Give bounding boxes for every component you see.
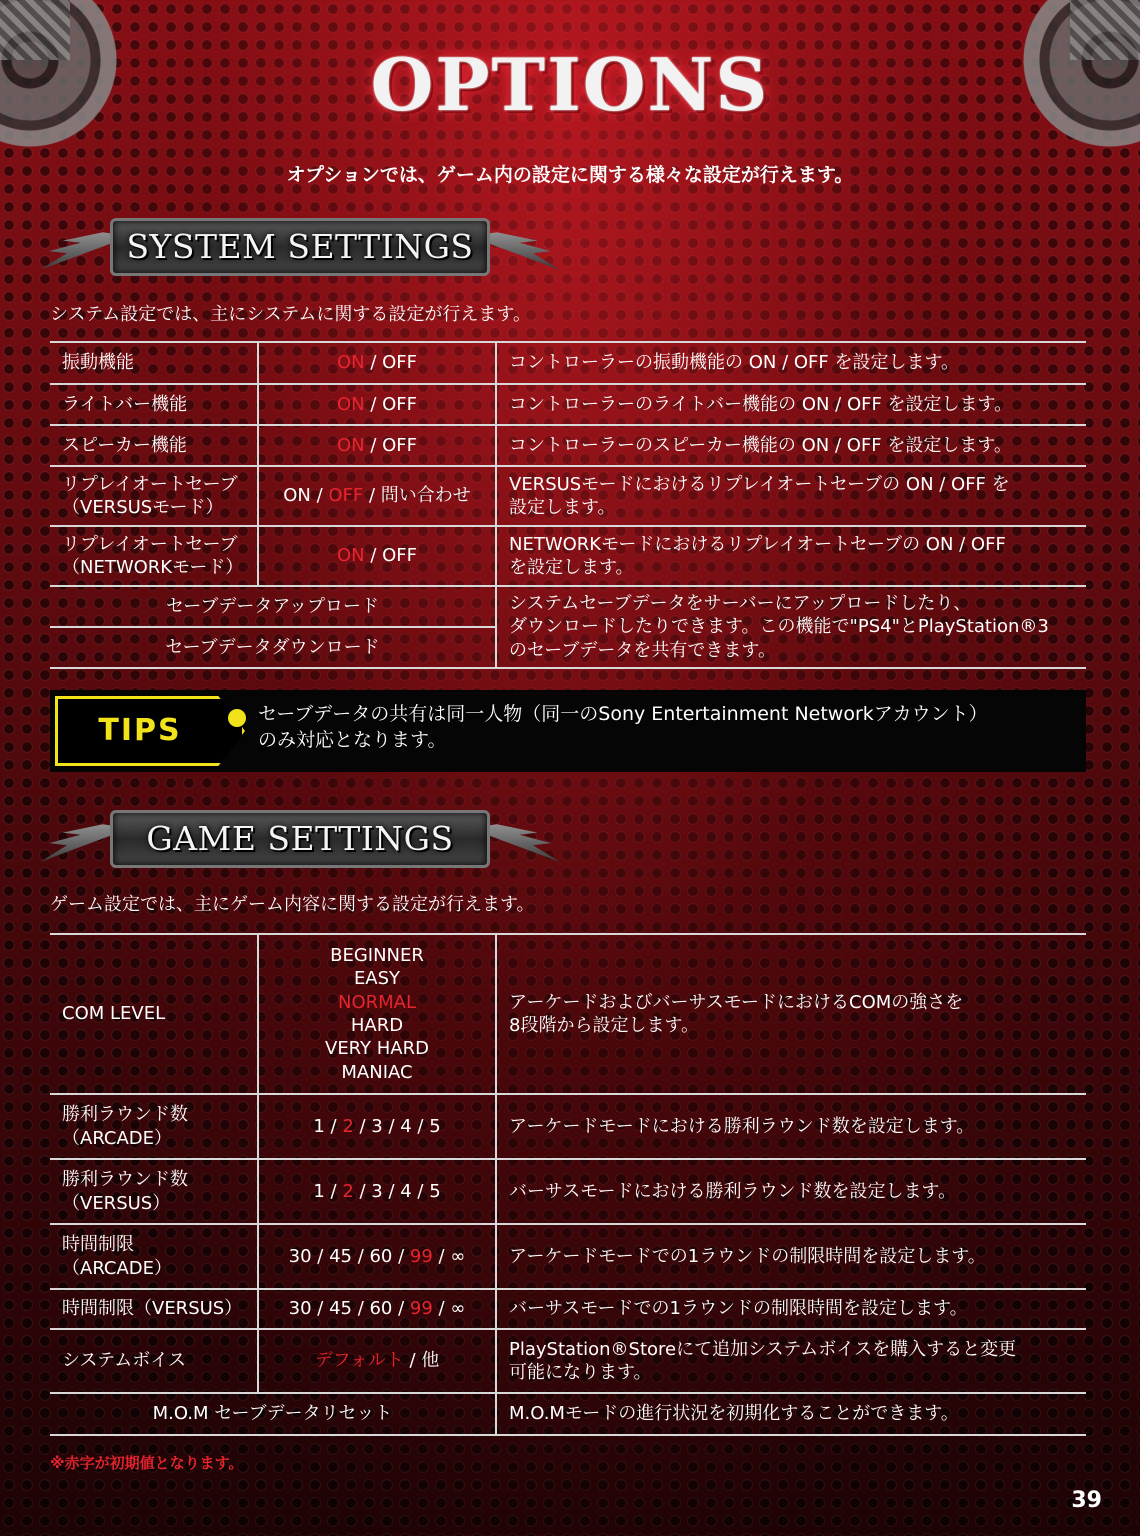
tips-label: TIPS <box>98 713 182 748</box>
tips-box <box>50 690 1086 772</box>
mom-reset-description: M.O.Mモードの進行状況を初期化することができます。 <box>496 1393 1086 1435</box>
setting-description: PlayStation®Storeにて追加システムボイスを購入すると変更 可能になります。 <box>496 1329 1086 1393</box>
table-row <box>50 1289 1086 1329</box>
option-value: BEGINNER <box>330 944 424 966</box>
setting-name: リプレイオートセーブ （VERSUSモード） <box>50 466 258 526</box>
intro-text: オプションでは、ゲーム内の設定に関する様々な設定が行えます。 <box>286 164 854 186</box>
option-value: / OFF <box>364 434 418 456</box>
table-row <box>50 934 1086 1094</box>
setting-values <box>258 425 496 466</box>
default-value: 2 <box>342 1180 354 1202</box>
table-row <box>50 526 1086 586</box>
option-value: / OFF <box>364 393 418 415</box>
setting-name: 時間制限 （ARCADE） <box>50 1224 258 1289</box>
table-row <box>50 1224 1086 1289</box>
setting-name: 時間制限（VERSUS） <box>50 1289 258 1329</box>
system-settings-heading: SYSTEM SETTINGS <box>126 227 474 266</box>
setting-description: NETWORKモードにおけるリプレイオートセーブの ON / OFF を設定します。 <box>496 526 1086 586</box>
page-title: OPTIONS <box>370 42 770 127</box>
save-data-sync-description: システムセーブデータをサーバーにアップロードしたり、 ダウンロードしたりできます。この機能で"PS4"とPlayStation®3 のセーブデータを共有できます。 <box>496 586 1086 668</box>
default-value: ON <box>336 352 365 374</box>
default-value: 99 <box>409 1298 433 1320</box>
table-row <box>50 586 1086 627</box>
page-number: 39 <box>1071 1488 1102 1513</box>
setting-description: コントローラーの振動機能の ON / OFF を設定します。 <box>496 342 1086 384</box>
table-row <box>50 342 1086 384</box>
default-value: OFF <box>328 485 364 507</box>
default-value: 2 <box>342 1115 354 1137</box>
option-value: / 3 / 4 / 5 <box>353 1180 441 1202</box>
option-value: / 問い合わせ <box>363 485 471 507</box>
option-value: VERY HARD <box>325 1038 429 1060</box>
option-value: EASY <box>353 968 401 990</box>
setting-values <box>258 1329 496 1393</box>
default-value: ON <box>336 434 365 456</box>
footnote: ※赤字が初期値となります。 <box>50 1454 244 1472</box>
setting-description: アーケードモードでの1ラウンドの制限時間を設定します。 <box>496 1224 1086 1289</box>
setting-description: コントローラーのライトバー機能の ON / OFF を設定します。 <box>496 384 1086 425</box>
setting-description: バーサスモードでの1ラウンドの制限時間を設定します。 <box>496 1289 1086 1329</box>
table-row <box>50 384 1086 425</box>
setting-name: ライトバー機能 <box>50 384 258 425</box>
option-value: 1 / <box>313 1180 343 1202</box>
setting-name: システムボイス <box>50 1329 258 1393</box>
setting-description: アーケードモードにおける勝利ラウンド数を設定します。 <box>496 1094 1086 1159</box>
system-settings-table <box>50 341 1086 669</box>
setting-name: 勝利ラウンド数 （ARCADE） <box>50 1094 258 1159</box>
default-value: NORMAL <box>337 991 416 1013</box>
setting-name: 勝利ラウンド数 （VERSUS） <box>50 1159 258 1224</box>
default-value: デフォルト <box>314 1350 404 1372</box>
option-value: 1 / <box>313 1115 343 1137</box>
table-row <box>50 466 1086 526</box>
default-value: ON <box>336 393 365 415</box>
game-settings-table <box>50 933 1086 1436</box>
default-value: 99 <box>409 1245 433 1267</box>
setting-values <box>258 1224 496 1289</box>
option-value: / 他 <box>403 1350 440 1372</box>
option-value: / 3 / 4 / 5 <box>353 1115 441 1137</box>
setting-description: バーサスモードにおける勝利ラウンド数を設定します。 <box>496 1159 1086 1224</box>
setting-description: VERSUSモードにおけるリプレイオートセーブの ON / OFF を 設定します。 <box>496 466 1086 526</box>
option-value: HARD <box>350 1015 404 1036</box>
table-row <box>50 1393 1086 1435</box>
option-value: ON / <box>283 485 329 507</box>
tips-text: セーブデータの共有は同一人物（同一のSony Entertainment Networkアカウント） のみ対応となります。 <box>258 703 988 751</box>
table-row <box>50 1159 1086 1224</box>
option-value: / ∞ <box>432 1298 466 1320</box>
setting-values <box>258 934 496 1094</box>
setting-values <box>258 1159 496 1224</box>
setting-name: スピーカー機能 <box>50 425 258 466</box>
option-value: MANIAC <box>341 1061 413 1083</box>
setting-values <box>258 466 496 526</box>
option-value: 30 / 45 / 60 / <box>288 1245 410 1267</box>
setting-name: COM LEVEL <box>50 934 258 1094</box>
table-row <box>50 1094 1086 1159</box>
option-value: / OFF <box>364 545 418 567</box>
system-settings-banner <box>40 218 560 278</box>
table-row <box>50 1329 1086 1393</box>
table-row <box>50 425 1086 466</box>
setting-name: 振動機能 <box>50 342 258 384</box>
setting-values <box>258 1289 496 1329</box>
setting-values <box>258 342 496 384</box>
option-value: 30 / 45 / 60 / <box>288 1298 410 1320</box>
save-data-download-label: セーブデータダウンロード <box>50 627 496 668</box>
system-settings-desc: システム設定では、主にシステムに関する設定が行えます。 <box>50 304 531 325</box>
bullet-icon <box>228 709 246 727</box>
setting-name: リプレイオートセーブ （NETWORKモード） <box>50 526 258 586</box>
game-settings-banner <box>40 810 560 870</box>
option-value: / OFF <box>364 352 418 374</box>
setting-values <box>258 384 496 425</box>
save-data-upload-label: セーブデータアップロード <box>50 586 496 627</box>
setting-values <box>258 526 496 586</box>
default-value: ON <box>336 545 365 567</box>
mom-reset-label: M.O.M セーブデータリセット <box>50 1393 496 1435</box>
game-settings-heading: GAME SETTINGS <box>146 819 454 858</box>
game-settings-desc: ゲーム設定では、主にゲーム内容に関する設定が行えます。 <box>50 894 535 915</box>
option-value: / ∞ <box>432 1245 466 1267</box>
setting-values <box>258 1094 496 1159</box>
setting-description: アーケードおよびバーサスモードにおけるCOMの強さを 8段階から設定します。 <box>496 934 1086 1094</box>
setting-description: コントローラーのスピーカー機能の ON / OFF を設定します。 <box>496 425 1086 466</box>
